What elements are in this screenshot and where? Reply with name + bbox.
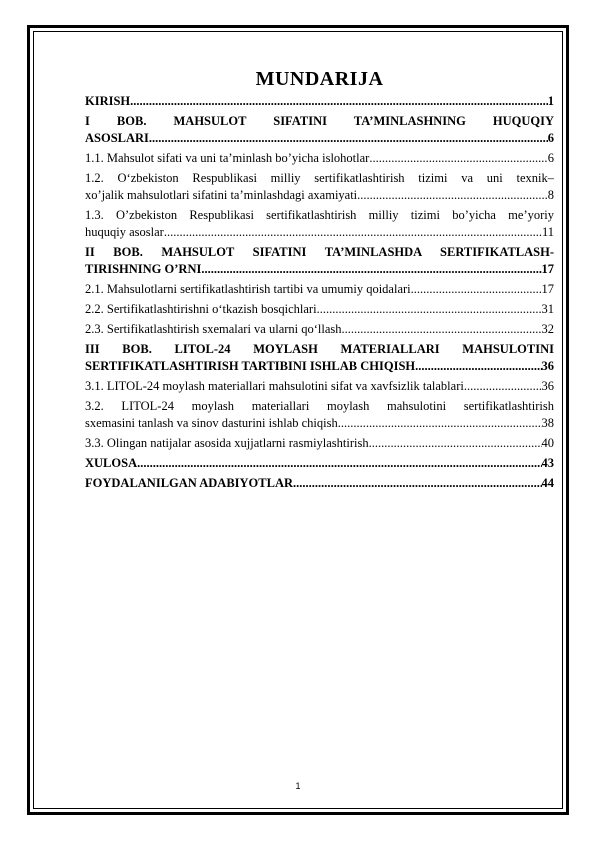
toc-entry-text: 2.3. Sertifikatlashtirish sxemalari va ularni qo‘llash bbox=[85, 322, 342, 336]
toc-entry[interactable] bbox=[85, 170, 554, 204]
toc-page-number: 40 bbox=[541, 436, 554, 450]
toc-entry[interactable] bbox=[85, 113, 554, 147]
toc-entry[interactable] bbox=[85, 93, 554, 110]
toc-entry-text: 2.2. Sertifikatlashtirishni o‘tkazish bosqichlari bbox=[85, 302, 317, 316]
toc-entry[interactable] bbox=[85, 378, 554, 395]
toc-entry-text: sxemasini tanlash va sinov dasturini ishlab chiqish bbox=[85, 416, 338, 430]
toc-entry-text: SERTIFIKATLASHTIRISH TARTIBINI ISHLAB CHIQISH bbox=[85, 359, 416, 373]
toc-entry[interactable] bbox=[85, 281, 554, 298]
dot-leader bbox=[369, 150, 547, 167]
toc-entry-text: FOYDALANILGAN ADABIYOTLAR bbox=[85, 476, 294, 490]
table-of-contents bbox=[85, 93, 554, 495]
toc-entry[interactable] bbox=[85, 455, 554, 472]
toc-page-number: 36 bbox=[541, 379, 554, 393]
toc-entry[interactable] bbox=[85, 398, 554, 432]
dot-leader bbox=[164, 224, 542, 241]
toc-page-number: 11 bbox=[541, 225, 554, 239]
toc-entry[interactable] bbox=[85, 475, 554, 492]
toc-entry[interactable] bbox=[85, 207, 554, 241]
dot-leader bbox=[317, 301, 542, 318]
toc-page-number: 38 bbox=[541, 416, 554, 430]
toc-entry-text: huquqiy asoslar bbox=[85, 225, 164, 239]
dot-leader bbox=[293, 475, 541, 492]
toc-page-number: 36 bbox=[541, 359, 554, 373]
toc-page-number: 32 bbox=[541, 322, 554, 336]
toc-entry-text: XULOSA bbox=[85, 456, 138, 470]
dot-leader bbox=[464, 378, 542, 395]
toc-entry-text: II BOB. MAHSULOT SIFATINI TA’MINLASHDA SERTIFIKATLASH- bbox=[85, 245, 554, 259]
toc-entry[interactable] bbox=[85, 341, 554, 375]
dot-leader bbox=[149, 130, 548, 147]
toc-entry-text: xo’jalik mahsulotlari sifatini ta’minlashdagi axamiyati bbox=[85, 188, 358, 202]
toc-entry-text: 1.2. O‘zbekiston Respublikasi milliy sertifikatlashtirish tizimi va uni texnik– bbox=[85, 171, 554, 185]
toc-page-number: 43 bbox=[541, 456, 554, 470]
toc-entry[interactable] bbox=[85, 435, 554, 452]
dot-leader bbox=[137, 455, 541, 472]
toc-entry-text: I BOB. MAHSULOT SIFATINI TA’MINLASHNING HUQUQIY bbox=[85, 114, 554, 128]
toc-entry-text: 3.1. LITOL-24 moylash materiallari mahsulotini sifat va xavfsizlik talablari bbox=[85, 379, 464, 393]
toc-page-number: 44 bbox=[541, 476, 554, 490]
dot-leader bbox=[357, 187, 548, 204]
dot-leader bbox=[201, 261, 541, 278]
footer-page-number: 1 bbox=[295, 781, 301, 791]
toc-entry-text: III BOB. LITOL-24 MOYLASH MATERIALLARI MAHSULOTINI bbox=[85, 342, 554, 356]
dot-leader bbox=[415, 358, 541, 375]
toc-entry-text: 2.1. Mahsulotlarni sertifikatlashtirish tartibi va umumiy qoidalari bbox=[85, 282, 411, 296]
toc-entry[interactable] bbox=[85, 301, 554, 318]
dot-leader bbox=[338, 415, 542, 432]
dot-leader bbox=[130, 93, 548, 110]
toc-entry-text: 3.3. Olingan natijalar asosida xujjatlarni rasmiylashtirish bbox=[85, 436, 369, 450]
toc-entry-text: KIRISH bbox=[85, 94, 131, 108]
toc-page-number: 6 bbox=[547, 151, 554, 165]
toc-page-number: 6 bbox=[547, 131, 554, 145]
toc-page-number: 17 bbox=[541, 282, 554, 296]
dot-leader bbox=[411, 281, 542, 298]
toc-entry[interactable] bbox=[85, 150, 554, 167]
dot-leader bbox=[369, 435, 542, 452]
toc-page-number: 1 bbox=[547, 94, 554, 108]
toc-entry-text: TIRISHNING O’RNI bbox=[85, 262, 202, 276]
toc-entry-text: ASOSLARI bbox=[85, 131, 149, 145]
toc-entry-text: 1.3. O’zbekiston Respublikasi sertifikatlashtirish milliy tizimi bo’yicha me’yoriy bbox=[85, 208, 554, 222]
toc-page-number: 31 bbox=[541, 302, 554, 316]
toc-title: MUNDARIJA bbox=[255, 68, 384, 90]
toc-entry[interactable] bbox=[85, 244, 554, 278]
toc-entry-text: 1.1. Mahsulot sifati va uni ta’minlash bo’yicha islohotlar bbox=[85, 151, 370, 165]
toc-entry[interactable] bbox=[85, 321, 554, 338]
toc-page-number: 17 bbox=[541, 262, 554, 276]
dot-leader bbox=[342, 321, 542, 338]
toc-page-number: 8 bbox=[547, 188, 554, 202]
toc-entry-text: 3.2. LITOL-24 moylash materiallari moylash mahsulotini sertifikatlashtirish bbox=[85, 399, 554, 413]
